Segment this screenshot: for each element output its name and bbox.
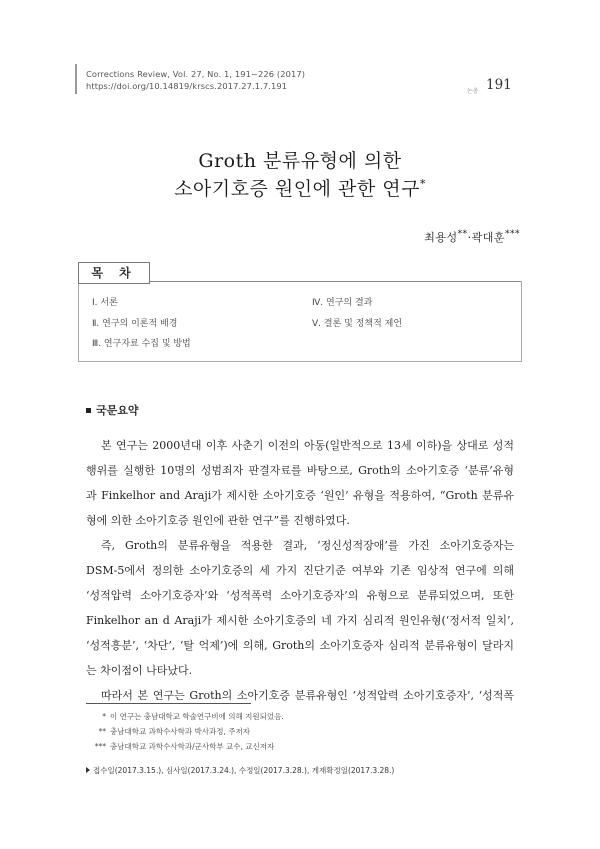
toc-item-4[interactable]: Ⅳ. 연구의 결과 [312,298,373,308]
title-footnote-mark: * [419,177,426,191]
toc-item-3[interactable]: Ⅲ. 연구자료 수집 및 방법 [92,339,191,349]
footnote-mark: * [102,712,106,721]
journal-citation: Corrections Review, Vol. 27, No. 1, 191~226 (2017) [86,69,306,79]
author-2-mark: *** [505,229,520,240]
abstract-line: 본 연구는 2000년대 이후 사춘기 이전의 아동(일반적으로 13세 이하)을 상대로 성적 [101,439,514,452]
footnote-mark: *** [94,742,106,751]
footnote-3: *** 충남대학교 과학수사학과/군사학부 교수, 교신저자 [88,741,274,752]
abstract-line: 즉, Groth의 분류유형을 적용한 결과, ‘정신성적장애’를 가진 소아기호증자는 [101,539,514,552]
abstract-line: Finkelhor an d Araji가 제시한 소아기호증의 네 가지 심리적 원인유형(‘정서적 일치’, [86,614,514,627]
abstract-line: 형에 의한 소아기호증 원인에 관한 연구”를 진행하였다. [86,514,350,527]
header-rule [75,64,77,94]
authors [424,229,520,245]
abstract-line: DSM-5에서 정의한 소아기호증의 세 가지 진단기준 여부와 기존 임상적 연구에 의해 [86,564,514,577]
author-separator: · [467,231,472,244]
footnote-1: * 이 연구는 충남대학교 학술연구비에 의해 지원되었음. [88,711,284,722]
abstract-heading: 국문요약 [86,402,139,418]
footnote-mark: ** [98,727,106,736]
toc-item-5[interactable]: Ⅴ. 결론 및 정책적 제언 [312,319,403,329]
running-header-mark: 논총 [467,88,479,95]
toc-item-2[interactable]: Ⅱ. 연구의 이론적 배경 [92,319,178,329]
abstract-line: 과 Finkelhor and Araji가 제시한 소아기호증 ‘원인’ 유형을 적용하여, “Groth 분류유 [86,489,514,502]
abstract-line: ‘성적흥분’, ‘차단’, ‘탈 억제’)에 의해, Groth의 소아기호증자 심리적 분류유형이 달라지 [86,639,514,652]
footnote-2: ** 충남대학교 과학수사학과 박사과정, 주저자 [88,726,250,737]
submission-dates: 접수일(2017.3.15.), 심사일(2017.3.24.), 수정일(2017.3.28.), 게재확정일(2017.3.28.) [86,765,394,776]
triangle-bullet-icon [86,767,90,773]
toc-heading: 목 차 [78,262,150,284]
paper-title-line-1: Groth 분류유형에 의한 [198,150,402,172]
footnote-rule [86,703,251,704]
paper-title-line-2: 소아기호증 원인에 관한 연구* [174,177,426,200]
abstract-line: 는 차이점이 나타났다. [86,664,193,677]
page-number: 191 [486,77,512,93]
abstract-line: ‘성적압력 소아기호증자’와 ‘성적폭력 소아기호증자’의 유형으로 분류되었으며, 또한 [86,589,514,602]
abstract-line: 행위를 실행한 10명의 성범죄자 판결자료를 바탕으로, Groth의 소아기호증 ‘분류’유형 [86,464,514,477]
toc-item-1[interactable]: Ⅰ. 서론 [92,298,118,308]
abstract-line: 따라서 본 연구는 Groth의 소아기호증 분류유형인 ‘성적압력 소아기호증자’, ‘성적폭 [101,689,514,702]
author-1-mark: ** [457,229,468,240]
author-1: 최용성 [424,231,458,244]
doi-link[interactable]: https://doi.org/10.14819/krscs.2017.27.1.7.191 [86,81,288,91]
author-2: 곽대훈 [471,231,505,244]
square-bullet-icon [86,408,91,413]
